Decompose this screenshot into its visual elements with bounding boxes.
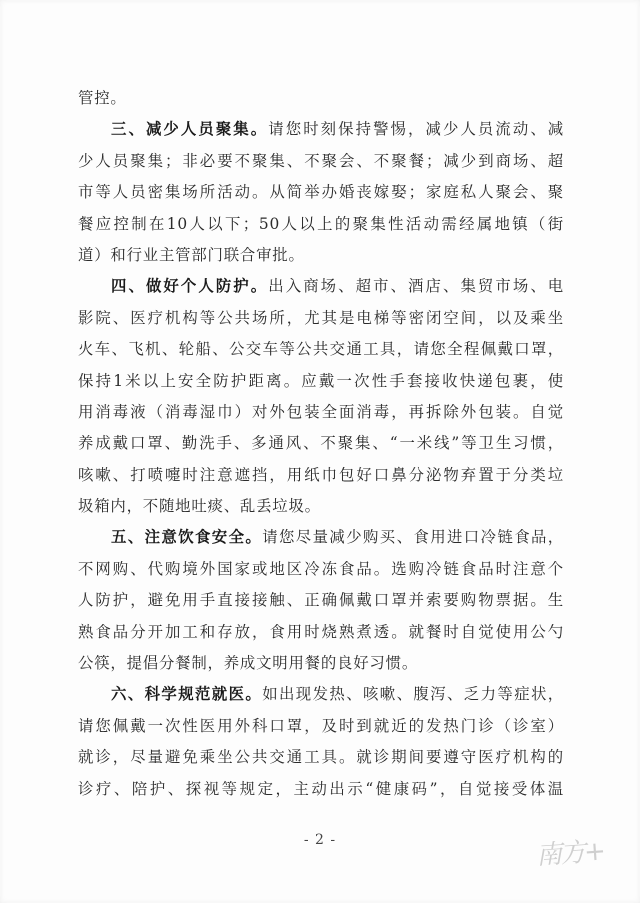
watermark-logo: 南方+: [535, 836, 605, 872]
text-line: 市等人员密集场所活动。从简举办婚丧嫁娶；家庭私人聚会、聚: [78, 183, 564, 202]
text-line: 影院、医疗机构等公共场所，尤其是电梯等密闭空间，以及乘坐: [78, 308, 564, 327]
section-heading: 六、科学规范就医。: [111, 685, 263, 704]
text-line: 不网购、代购境外国家或地区冷冻食品。选购冷链食品时注意个: [78, 559, 564, 578]
section-3-heading-line: 三、减少人员聚集。请您时刻保持警惕，减少人员流动、减: [111, 120, 564, 139]
text-line: 少人员聚集；非必要不聚集、不聚会、不聚餐；减少到商场、超: [78, 151, 564, 170]
document-body: [78, 83, 564, 805]
text-line: 就诊，尽量避免乘坐公共交通工具。就诊期间要遵守医疗机构的: [78, 748, 564, 767]
text-line: 圾箱内，不随地吐痰、乱丢垃圾。: [78, 497, 321, 516]
page-number: - 2 -: [303, 832, 337, 848]
section-6-heading-line: 六、科学规范就医。如出现发热、咳嗽、腹泻、乏力等症状，: [111, 685, 564, 704]
text-line: 咳嗽、打喷嚏时注意遮挡，用纸巾包好口鼻分泌物弃置于分类垃: [78, 465, 564, 484]
text-line: 公筷，提倡分餐制，养成文明用餐的良好习惯。: [78, 654, 419, 673]
section-4-heading-line: 四、做好个人防护。出入商场、超市、酒店、集贸市场、电: [111, 277, 564, 296]
text-line: 熟食品分开加工和存放，食用时烧熟煮透。就餐时自觉使用公勺: [78, 622, 564, 641]
section-heading: 三、减少人员聚集。: [111, 120, 269, 139]
text-line: 保持1米以上安全防护距离。应戴一次性手套接收快递包裹，使: [78, 371, 564, 390]
section-heading: 四、做好个人防护。: [111, 277, 269, 296]
text-line: 管控。: [78, 89, 127, 107]
text-line: 诊疗、陪护、探视等规定，主动出示“健康码”，自觉接受体温: [78, 779, 564, 798]
text-line: 请您佩戴一次性医用外科口罩，及时到就近的发热门诊（诊室）: [78, 716, 564, 735]
text-line: 养成戴口罩、勤洗手、多通风、不聚集、“一米线”等卫生习惯，: [78, 434, 564, 453]
text-line: 火车、飞机、轮船、公交车等公共交通工具，请您全程佩戴口罩，: [78, 340, 564, 359]
text-line: 道）和行业主管部门联合审批。: [78, 245, 305, 264]
text-line: 餐应控制在10人以下；50人以上的聚集性活动需经属地镇（街: [78, 214, 564, 233]
text-line: 用消毒液（消毒湿巾）对外包装全面消毒，再拆除外包装。自觉: [78, 402, 564, 421]
section-5-heading-line: 五、注意饮食安全。请您尽量减少购买、食用进口冷链食品，: [111, 528, 564, 547]
section-heading: 五、注意饮食安全。: [111, 528, 263, 547]
text-line: 人防护，避免用手直接接触、正确佩戴口罩并索要购物票据。生: [78, 591, 564, 610]
